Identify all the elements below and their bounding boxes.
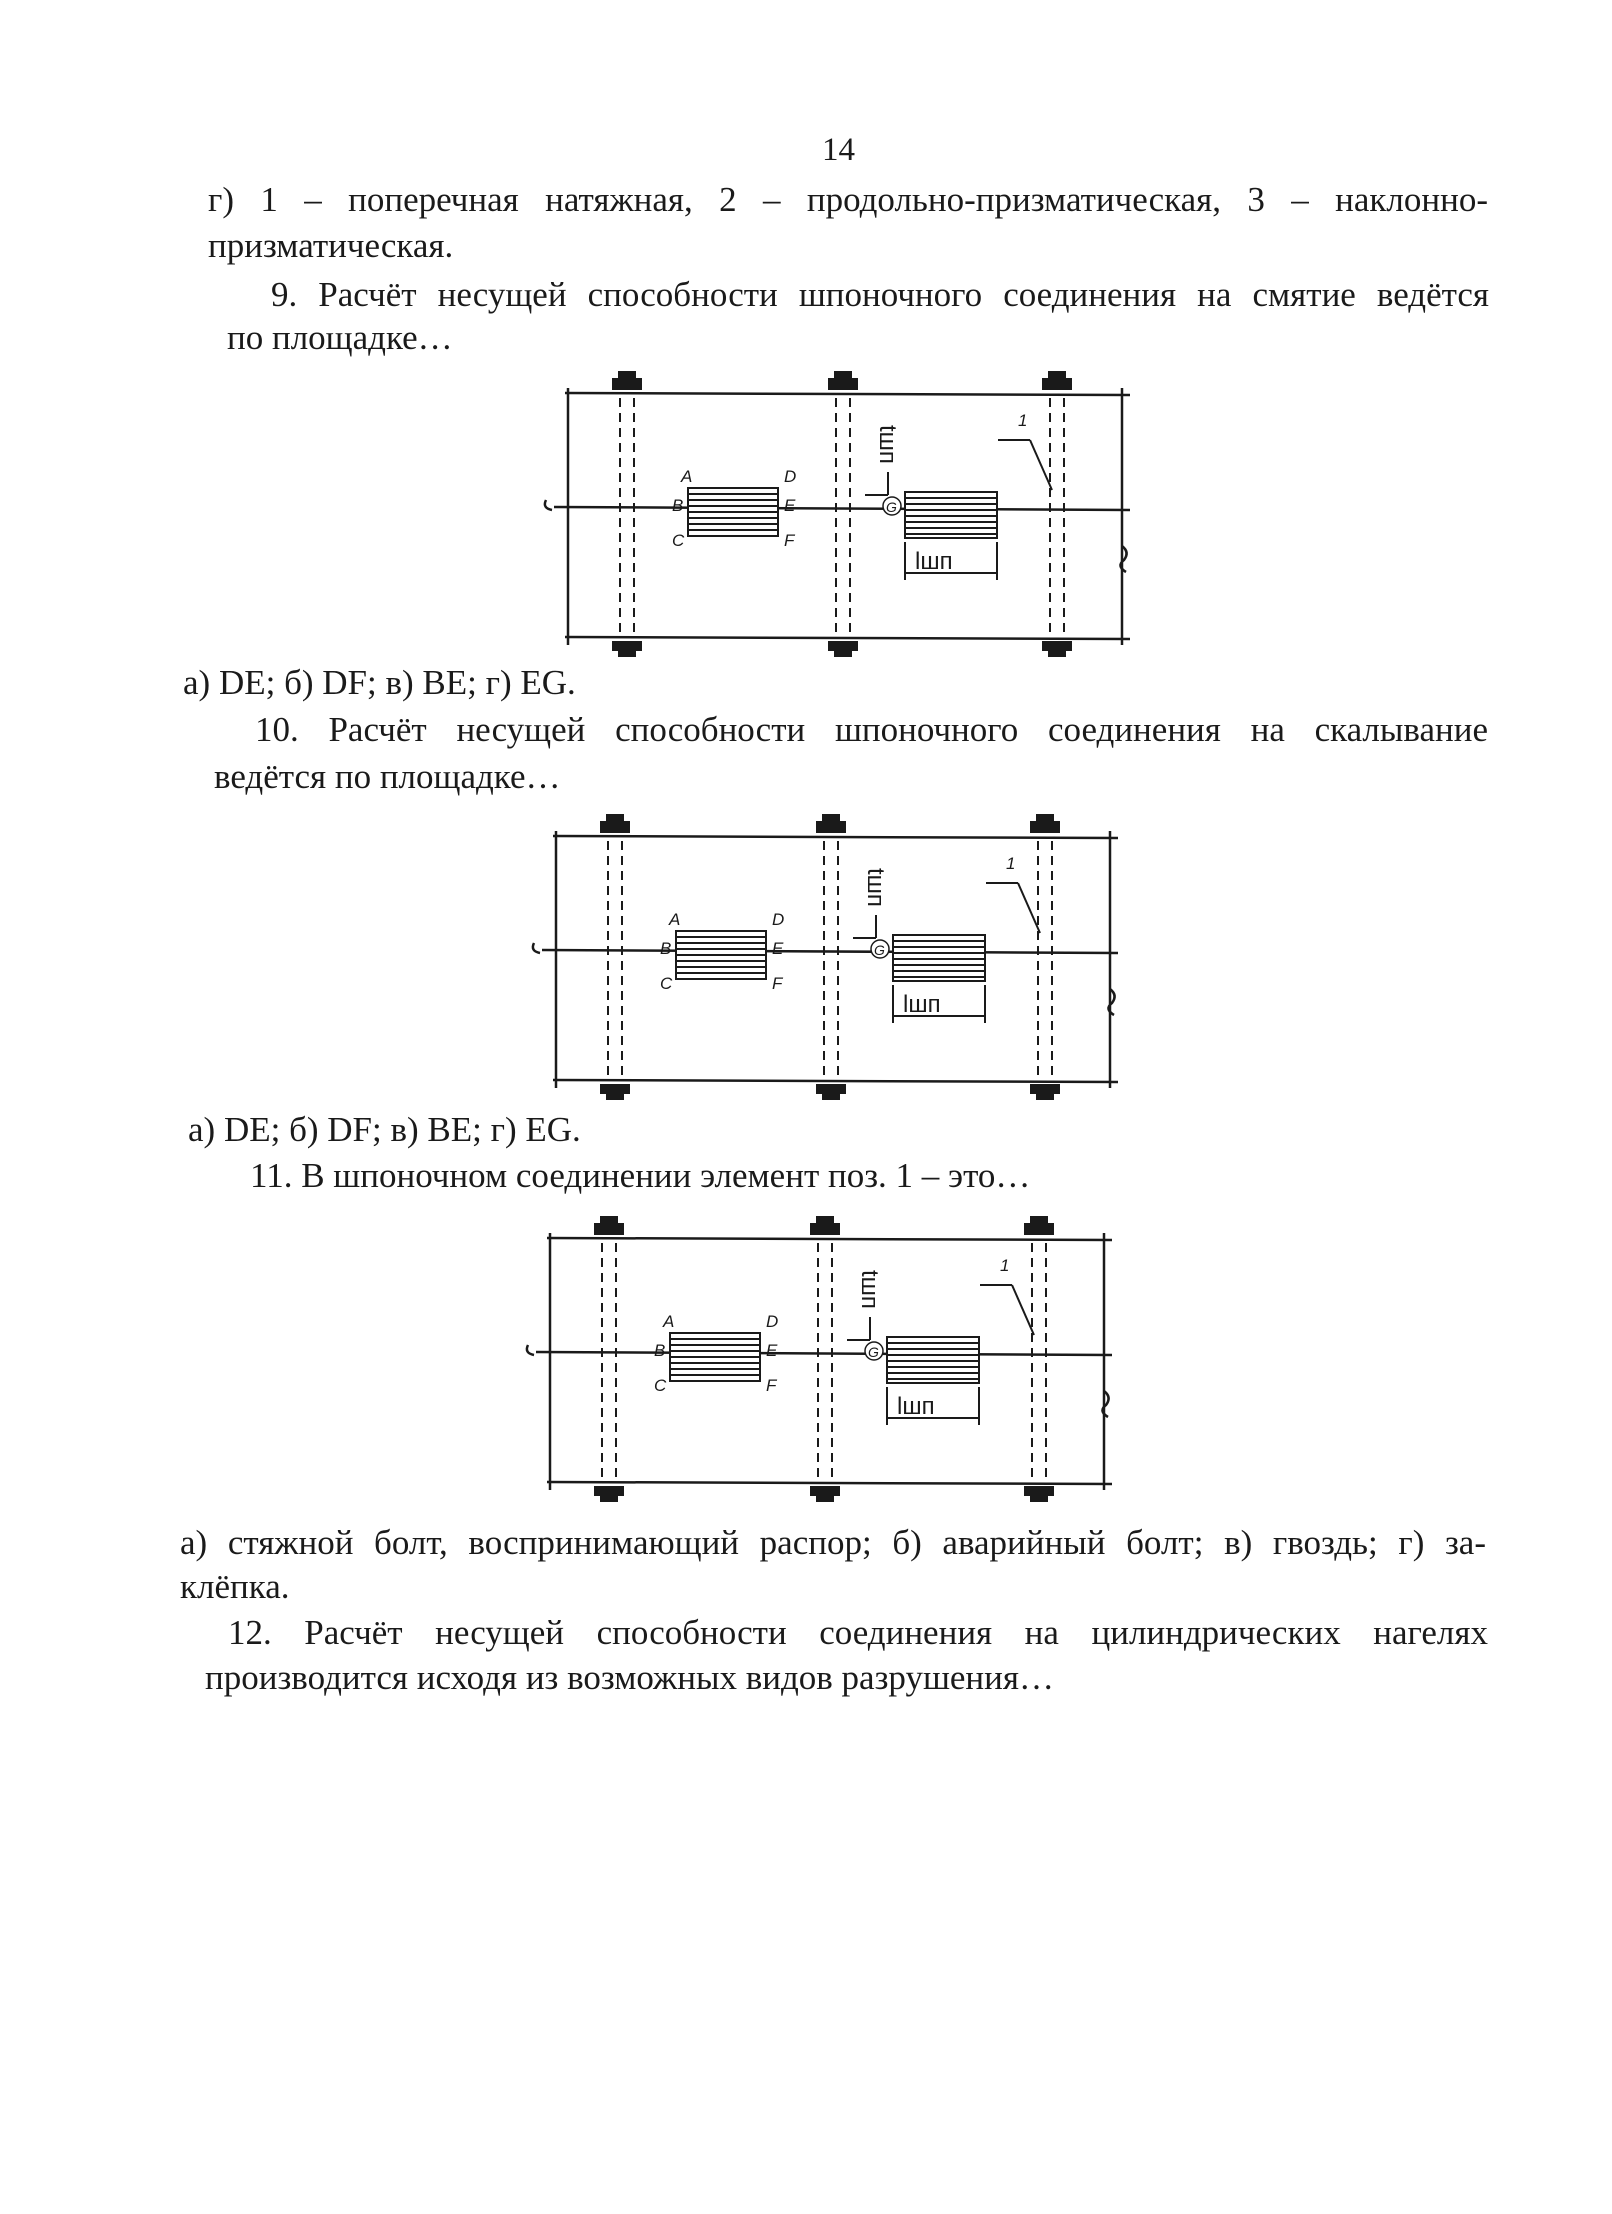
question-9-answers: а) DE; б) DF; в) BE; г) EG. xyxy=(183,663,576,702)
question-11-answers-cont: клёпка. xyxy=(180,1567,290,1606)
label-g: G xyxy=(886,499,897,515)
label-d: D xyxy=(772,910,785,929)
label-l-shp: lшп xyxy=(903,991,941,1018)
question-10-answers: а) DE; б) DF; в) BE; г) EG. xyxy=(188,1110,581,1149)
label-l-shp: lшп xyxy=(915,548,953,575)
label-c: C xyxy=(654,1376,667,1395)
label-g: G xyxy=(868,1344,879,1360)
question-12-text: 12. Расчёт несущей способности соединения на цилиндрических нагелях xyxy=(228,1613,1488,1652)
paragraph-line: призматическая. xyxy=(208,226,454,265)
question-12-text-cont: производится исходя из возможных видов разрушения… xyxy=(205,1658,1054,1697)
label-e: E xyxy=(772,939,784,958)
label-c: C xyxy=(672,531,685,550)
label-a: A xyxy=(669,910,681,929)
question-9-text-cont: по площадке… xyxy=(227,318,453,357)
page-number: 14 xyxy=(822,132,855,168)
question-11-text: 11. В шпоночном соединении элемент поз. 1 – это… xyxy=(250,1156,1031,1195)
question-9-text: 9. Расчёт несущей способности шпоночного соединения на смятие ведётся xyxy=(271,275,1489,314)
label-f: F xyxy=(766,1376,777,1395)
label-t-shp: tшп xyxy=(856,1270,883,1309)
label-f: F xyxy=(784,531,795,550)
joint-diagram-q10 xyxy=(528,803,1148,1103)
label-b: B xyxy=(654,1341,666,1360)
label-f: F xyxy=(772,974,783,993)
label-g: G xyxy=(874,942,885,958)
label-pos-1: 1 xyxy=(1018,411,1028,430)
label-d: D xyxy=(766,1312,779,1331)
label-pos-1: 1 xyxy=(1006,854,1016,873)
label-e: E xyxy=(766,1341,778,1360)
label-t-shp: tшп xyxy=(874,425,901,464)
label-pos-1: 1 xyxy=(1000,1256,1010,1275)
label-a: A xyxy=(681,467,693,486)
label-c: C xyxy=(660,974,673,993)
question-10-text: 10. Расчёт несущей способности шпоночного соединения на скалывание xyxy=(255,710,1488,749)
label-a: A xyxy=(663,1312,675,1331)
joint-diagram-q9 xyxy=(540,360,1160,660)
question-10-text-cont: ведётся по площадке… xyxy=(214,757,561,796)
joint-diagram-q11 xyxy=(522,1205,1142,1505)
label-e: E xyxy=(784,496,796,515)
question-11-answers: а) стяжной болт, воспринимающий распор; б) аварийный болт; в) гвоздь; г) за- xyxy=(180,1523,1486,1562)
paragraph-line: г) 1 – поперечная натяжная, 2 – продольно-призматическая, 3 – наклонно- xyxy=(208,180,1488,219)
label-b: B xyxy=(660,939,672,958)
label-t-shp: tшп xyxy=(862,868,889,907)
label-b: B xyxy=(672,496,684,515)
label-d: D xyxy=(784,467,797,486)
label-l-shp: lшп xyxy=(897,1393,935,1420)
